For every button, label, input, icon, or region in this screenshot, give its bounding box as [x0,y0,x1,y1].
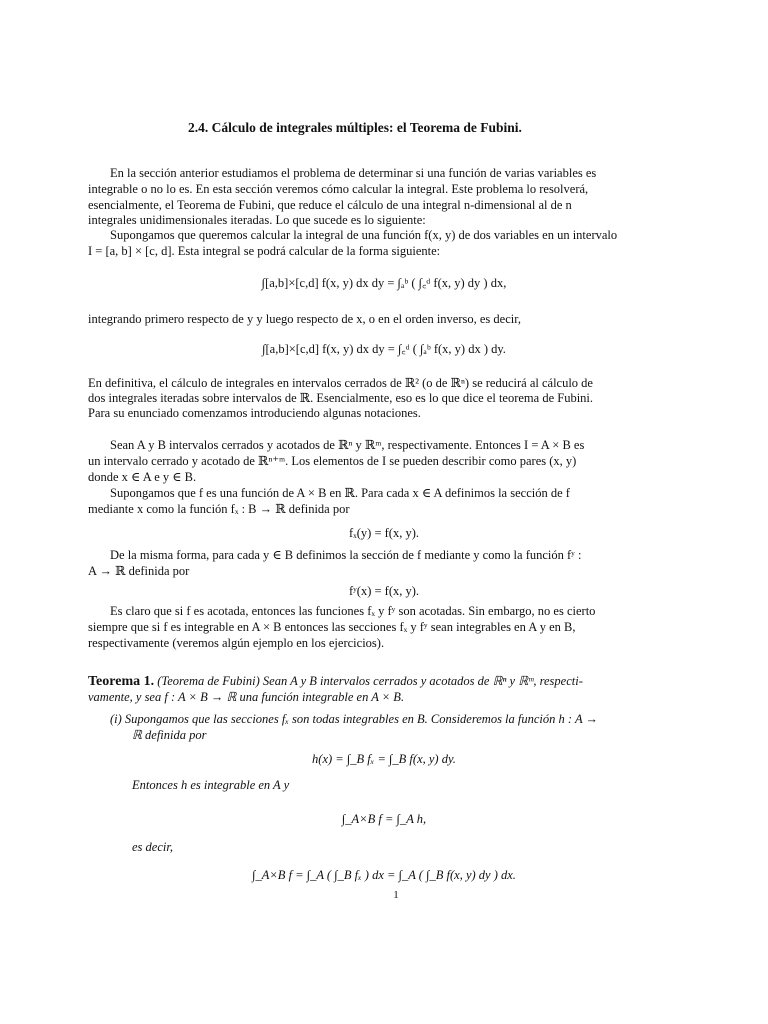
theorem-statement: vamente, y sea f : A × B → ℝ una función integrable en A × B. [88,690,405,704]
equation-1: ∫[a,b]×[c,d] f(x, y) dx dy = ∫ₐᵇ ( ∫꜀ᵈ f(x, y) dy ) dx, [261,276,507,290]
paragraph-line: En definitiva, el cálculo de integrales en intervalos cerrados de ℝ² (o de ℝⁿ) se reducirá al cálculo de [88,376,593,390]
paragraph-line: integrable o no lo es. En esta sección veremos cómo calcular la integral. Este problema lo resolverá, [88,182,589,196]
paragraph-line: mediante x como la función fₓ : B → ℝ definida por [88,502,350,516]
paragraph-line: donde x ∈ A e y ∈ B. [88,470,197,484]
theorem-item-i: (i) Supongamos que las secciones fₓ son todas integrables en B. Consideremos la función h : A → [110,712,599,726]
equation-4: fʸ(x) = f(x, y). [348,584,420,598]
paragraph-line: respectivamente (veremos algún ejemplo en los ejercicios). [88,636,385,650]
equation-6: ∫_A×B f = ∫_A h, [341,812,427,826]
theorem-heading-line [88,674,583,689]
section-title: 2.4. Cálculo de integrales múltiples: el Teorema de Fubini. [188,120,522,135]
theorem-label: Teorema 1. [88,674,155,689]
theorem-item-i: Entonces h es integrable en A y [132,778,290,792]
paragraph-line: integrales unidimensionales iteradas. Lo que sucede es lo siguiente: [88,213,426,227]
paragraph-line: integrando primero respecto de y y luego respecto de x, o en el orden inverso, es decir, [88,312,522,326]
paragraph-line: I = [a, b] × [c, d]. Esta integral se podrá calcular de la forma siguiente: [88,244,441,258]
paragraph-line: Supongamos que f es una función de A × B en ℝ. Para cada x ∈ A definimos la sección de f [110,486,570,500]
paragraph-line: A → ℝ definida por [88,564,190,578]
paragraph-line: dos integrales iteradas sobre intervalos de ℝ. Esencialmente, eso es lo que dice el teorema de Fubini. [88,391,594,405]
paragraph-line: Para su enunciado comenzamos introduciendo algunas notaciones. [88,406,421,420]
paragraph-line: Es claro que si f es acotada, entonces las funciones fₓ y fʸ son acotadas. Sin embargo, no es cierto [110,604,596,618]
equation-3: fₓ(y) = f(x, y). [348,526,420,540]
equation-7: ∫_A×B f = ∫_A ( ∫_B fₓ ) dx = ∫_A ( ∫_B f(x, y) dy ) dx. [252,868,516,882]
paragraph-line: De la misma forma, para cada y ∈ B definimos la sección de f mediante y como la función fʸ : [110,548,582,562]
paragraph-line: En la sección anterior estudiamos el problema de determinar si una función de varias variables es [110,166,597,180]
paragraph-line: esencialmente, el Teorema de Fubini, que reduce el cálculo de una integral n-dimensional al de n [88,198,572,212]
paragraph-line: Supongamos que queremos calcular la integral de una función f(x, y) de dos variables en un intervalo [110,228,618,242]
theorem-item-i: ℝ definida por [132,728,207,742]
page-number: 1 [393,889,399,901]
paragraph-line: siempre que si f es integrable en A × B entonces las secciones fₓ y fʸ sean integrables en A y en B, [88,620,576,634]
equation-5: h(x) = ∫_B fₓ = ∫_B f(x, y) dy. [312,752,456,766]
theorem-statement: (Teorema de Fubini) Sean A y B intervalos cerrados y acotados de ℝⁿ y ℝᵐ, respecti- [157,674,583,688]
paragraph-line: un intervalo cerrado y acotado de ℝⁿ⁺ᵐ. Los elementos de I se pueden describir como pares (x, y) [88,454,577,468]
paragraph-line: Sean A y B intervalos cerrados y acotados de ℝⁿ y ℝᵐ, respectivamente. Entonces I = A × B es [110,438,585,452]
theorem-item-i: es decir, [132,840,173,854]
equation-2: ∫[a,b]×[c,d] f(x, y) dx dy = ∫꜀ᵈ ( ∫ₐᵇ f(x, y) dx ) dy. [262,342,506,356]
